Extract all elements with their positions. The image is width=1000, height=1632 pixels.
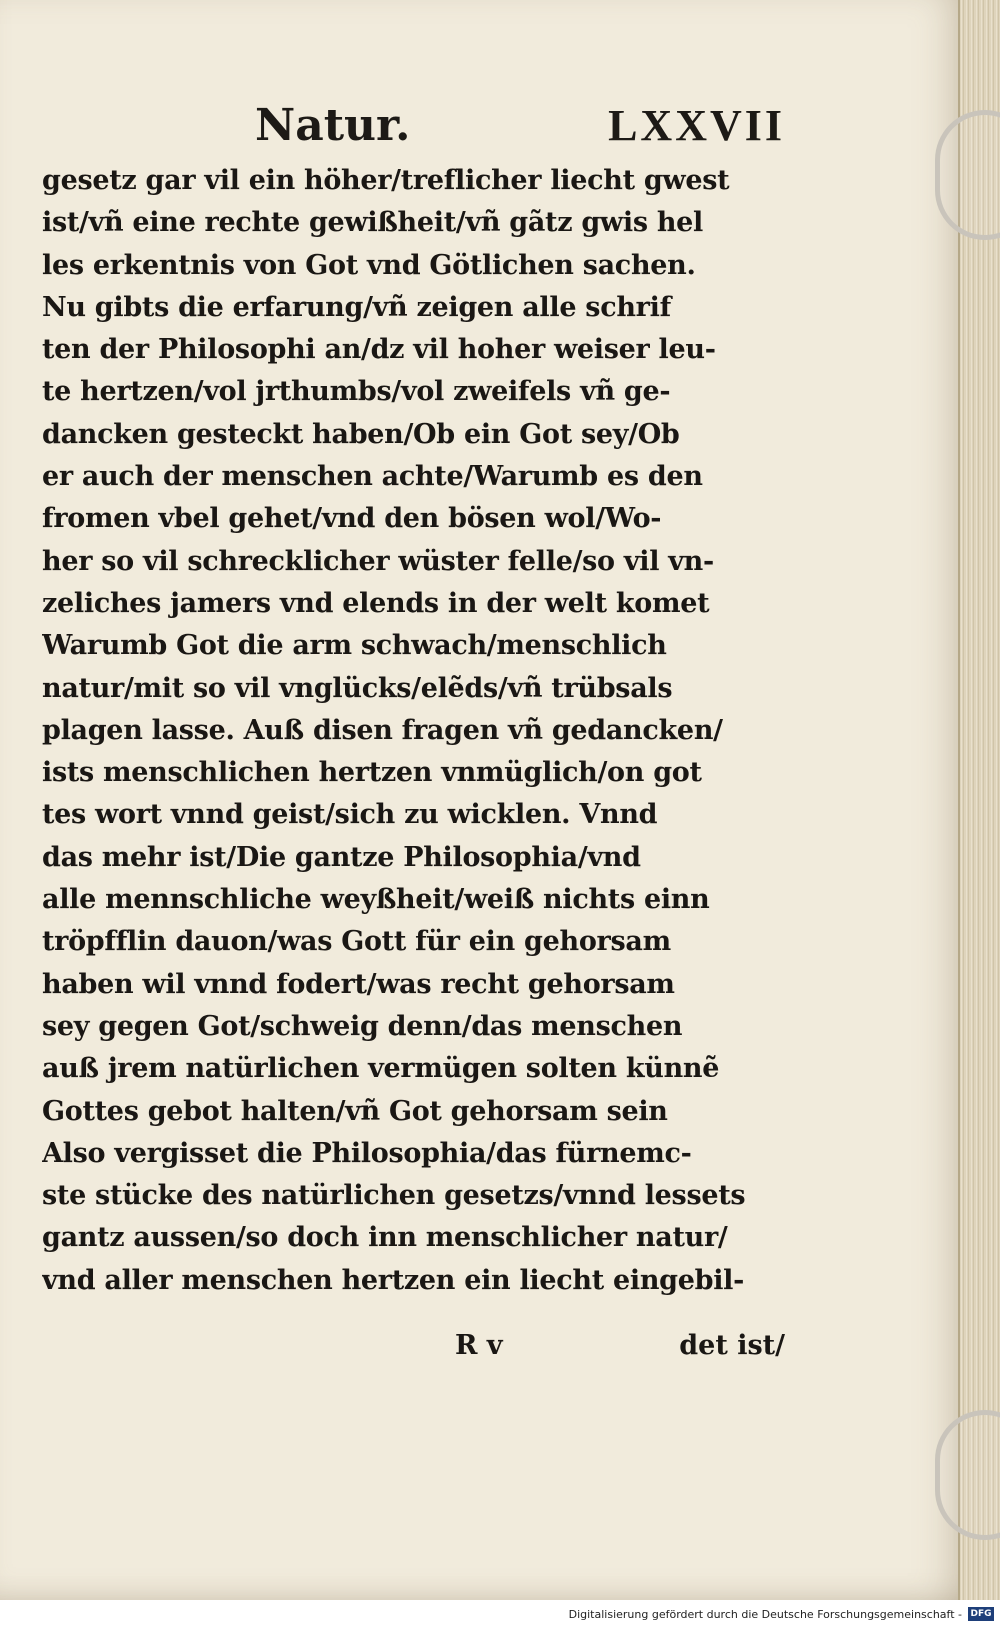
text-line: plagen lasse. Auß disen fragen vñ gedancken/: [42, 714, 723, 746]
text-line: tes wort vnnd geist/sich zu wicklen. Vnnd: [42, 799, 658, 831]
text-line: ists menschlichen hertzen vnmüglich/on got: [42, 757, 702, 789]
page-edges: [958, 0, 1000, 1600]
text-line: les erkentnis von Got vnd Götlichen sachen.: [42, 249, 696, 281]
text-line: Also vergisset die Philosophia/das fürnemc-: [42, 1137, 692, 1169]
text-line: das mehr ist/Die gantze Philosophia/vnd: [42, 841, 641, 873]
running-title: Natur.: [255, 100, 411, 151]
text-line: ist/vñ eine rechte gewißheit/vñ gãtz gwis hel: [42, 207, 703, 239]
text-line: zeliches jamers vnd elends in der welt komet: [42, 587, 710, 619]
text-line: te hertzen/vol jrthumbs/vol zweifels vñ ge-: [42, 376, 671, 408]
book-clip-bottom: [935, 1410, 1000, 1540]
page-header: [255, 100, 785, 160]
text-line: gesetz gar vil ein höher/treflicher liecht gwest: [42, 165, 730, 196]
text-line: Gottes gebot halten/vñ Got gehorsam sein: [42, 1095, 668, 1127]
folio-number: LXXVII: [608, 101, 785, 150]
text-line: auß jrem natürlichen vermügen solten künnẽ: [42, 1053, 720, 1085]
dfg-logo: DFG: [968, 1607, 994, 1621]
text-line: Nu gibts die erfarung/vñ zeigen alle schrif: [42, 291, 671, 323]
text-line: ten der Philosophi an/dz vil hoher weiser leu-: [42, 334, 716, 366]
catchword: det ist/: [679, 1330, 785, 1361]
text-line: fromen vbel gehet/vnd den bösen wol/Wo-: [42, 503, 662, 535]
text-block: [42, 160, 787, 1302]
text-line: tröpfflin dauon/was Gott für ein gehorsam: [42, 926, 671, 958]
text-line: sey gegen Got/schweig denn/das menschen: [42, 1010, 683, 1042]
text-line: vnd aller menschen hertzen ein liecht eingebil-: [42, 1264, 745, 1296]
text-line: gantz aussen/so doch inn menschlicher natur/: [42, 1222, 728, 1254]
text-line: her so vil schrecklicher wüster felle/so vil vn-: [42, 545, 714, 577]
book-clip-top: [935, 110, 1000, 240]
text-line: ste stücke des natürlichen gesetzs/vnnd lessets: [42, 1180, 746, 1212]
text-line: er auch der menschen achte/Warumb es den: [42, 461, 703, 493]
funding-credit: Digitalisierung gefördert durch die Deutsche Forschungsgemeinschaft -: [568, 1608, 962, 1621]
text-line: haben wil vnnd fodert/was recht gehorsam: [42, 968, 675, 1000]
catchline: [455, 1330, 785, 1374]
digitization-footer: [0, 1600, 1000, 1632]
text-line: alle mennschliche weyßheit/weiß nichts einn: [42, 884, 710, 916]
text-line: natur/mit so vil vnglücks/elẽds/vñ trübsals: [42, 672, 673, 704]
text-line: dancken gesteckt haben/Ob ein Got sey/Ob: [42, 418, 680, 450]
signature-mark: R v: [455, 1330, 503, 1361]
text-line: Warumb Got die arm schwach/menschlich: [42, 630, 667, 662]
